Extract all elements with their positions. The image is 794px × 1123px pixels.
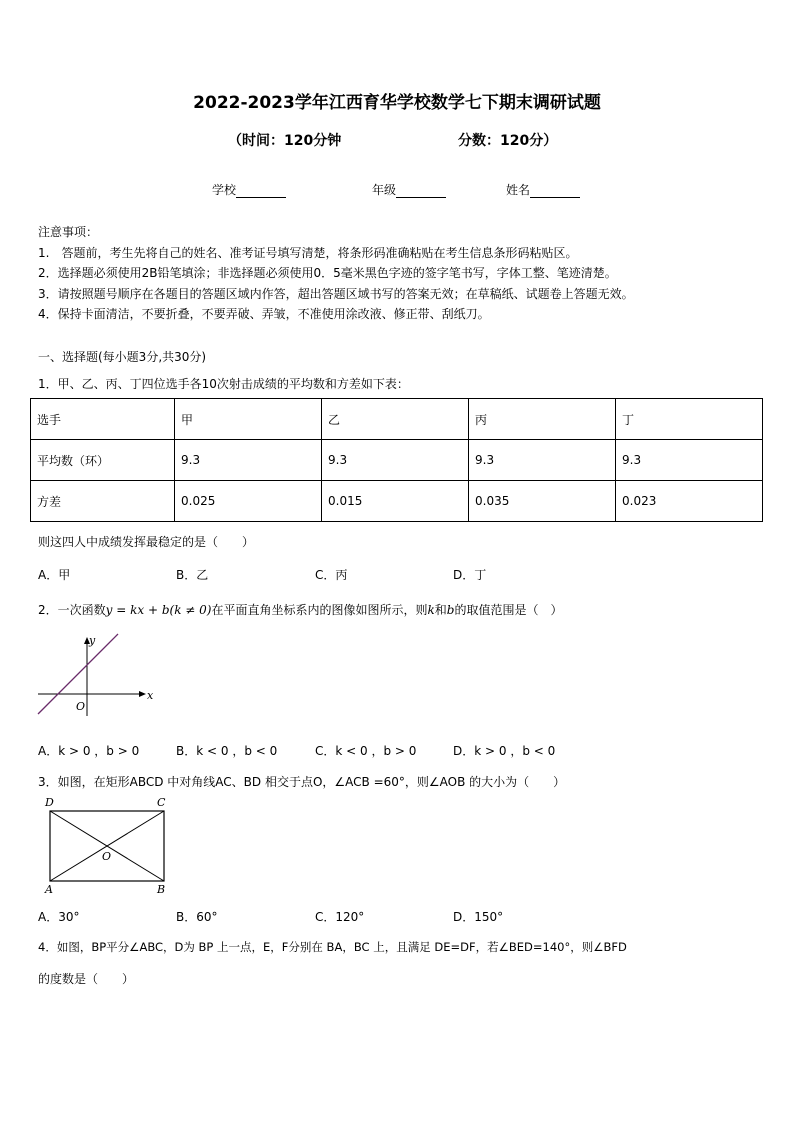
q2-option-c[interactable]: C．k < 0 ，b > 0 — [315, 744, 417, 758]
q4-stem-line1: 4．如图，BP平分∠ABC，D为 BP 上一点，E，F分别在 BA，BC 上，且满足 DE=DF，若∠BED=140°，则∠BFD — [38, 940, 627, 954]
table-cell: 方差 — [31, 481, 175, 522]
q2-option-a[interactable]: A．k > 0 ，b > 0 — [38, 744, 140, 758]
note-item: 2．选择题必须使用2B铅笔填涂；非选择题必须使用0．5毫米黑色字迹的签字笔书写，字体工整、笔迹清楚。 — [38, 266, 617, 280]
q2-stem — [38, 601, 562, 618]
q2-b: b — [446, 603, 455, 617]
page-title: 2022-2023学年江西育华学校数学七下期末调研试题 — [193, 93, 601, 113]
school-label: 学校 — [212, 183, 237, 197]
q2-and: 和 — [434, 603, 447, 617]
y-label: y — [89, 634, 96, 647]
q3-rectangle-figure — [38, 793, 174, 897]
grade-blank[interactable] — [396, 185, 446, 198]
table-cell: 0.015 — [322, 481, 469, 522]
table-cell: 平均数（环） — [31, 440, 175, 481]
table-cell: 0.025 — [175, 481, 322, 522]
q1-question: 则这四人中成绩发挥最稳定的是（ ） — [38, 535, 255, 549]
table-cell: 9.3 — [469, 440, 616, 481]
x-axis-arrow — [139, 691, 146, 697]
point-o: O — [102, 850, 112, 863]
grade-field — [372, 181, 446, 198]
table-cell: 0.035 — [469, 481, 616, 522]
table-cell: 选手 — [31, 399, 175, 440]
q1-score-table — [30, 398, 763, 522]
table-cell: 甲 — [175, 399, 322, 440]
grade-label: 年级 — [372, 183, 397, 197]
name-label: 姓名 — [506, 183, 531, 197]
x-label: x — [147, 689, 154, 702]
table-cell: 丁 — [616, 399, 763, 440]
q1-option-a[interactable]: A．甲 — [38, 568, 71, 582]
table-cell: 9.3 — [322, 440, 469, 481]
q4-stem-line2: 的度数是（ ） — [38, 972, 135, 986]
q3-option-c[interactable]: C．120° — [315, 910, 365, 924]
q2-stem-prefix: 2．一次函数 — [38, 603, 106, 617]
q2-option-d[interactable]: D．k > 0 ，b < 0 — [453, 744, 556, 758]
table-cell: 乙 — [322, 399, 469, 440]
vertex-a: A — [45, 883, 53, 896]
table-cell: 9.3 — [616, 440, 763, 481]
note-item: 3．请按照题号顺序在各题目的答题区域内作答，超出答题区域书写的答案无效；在草稿纸、试题卷上答题无效。 — [38, 286, 634, 301]
q2-stem-suffix: 在平面直角坐标系内的图像如图所示，则 — [211, 603, 428, 617]
q1-option-c[interactable]: C．丙 — [315, 568, 348, 582]
section-title: 一、选择题(每小题3分,共30分) — [38, 350, 207, 364]
notes-block — [38, 222, 634, 325]
table-row — [31, 399, 763, 440]
q3-option-b[interactable]: B．60° — [176, 910, 218, 924]
q2-stem-end: 的取值范围是（ ） — [454, 603, 563, 617]
q2-k: k — [427, 603, 435, 617]
note-item: 1. 答题前，考生先将自己的姓名、准考证号填写清楚，将条形码准确粘贴在考生信息条形码粘贴区。 — [38, 245, 578, 260]
q1-option-d[interactable]: D．丁 — [453, 568, 487, 582]
q3-option-d[interactable]: D．150° — [453, 910, 504, 924]
q2-graph — [34, 630, 154, 720]
note-item: 4．保持卡面清洁，不要折叠，不要弄破、弄皱，不准使用涂改液、修正带、刮纸刀。 — [38, 307, 490, 321]
q3-stem: 3．如图，在矩形ABCD 中对角线AC、BD 相交于点O，∠ACB =60°，则∠AOB 的大小为（ ） — [38, 775, 566, 789]
q2-option-b[interactable]: B．k < 0 ，b < 0 — [176, 744, 278, 758]
q3-option-a[interactable]: A．30° — [38, 910, 80, 924]
name-field — [506, 181, 580, 198]
exam-score: 分数：120分） — [458, 133, 558, 149]
q1-option-b[interactable]: B．乙 — [176, 568, 209, 582]
table-cell: 0.023 — [616, 481, 763, 522]
table-row — [31, 481, 763, 522]
exam-time: （时间：120分钟 — [228, 133, 342, 149]
table-cell: 丙 — [469, 399, 616, 440]
origin-label: O — [76, 700, 86, 713]
table-cell: 9.3 — [175, 440, 322, 481]
vertex-d: D — [45, 796, 54, 809]
school-field — [212, 181, 286, 198]
name-blank[interactable] — [530, 185, 580, 198]
vertex-c: C — [157, 796, 166, 809]
table-row — [31, 440, 763, 481]
q1-stem: 1．甲、乙、丙、丁四位选手各10次射击成绩的平均数和方差如下表： — [38, 377, 409, 391]
vertex-b: B — [157, 883, 166, 896]
school-blank[interactable] — [236, 185, 286, 198]
q2-formula: y = kx + b(k ≠ 0) — [105, 603, 212, 617]
notes-heading: 注意事项： — [38, 225, 99, 239]
